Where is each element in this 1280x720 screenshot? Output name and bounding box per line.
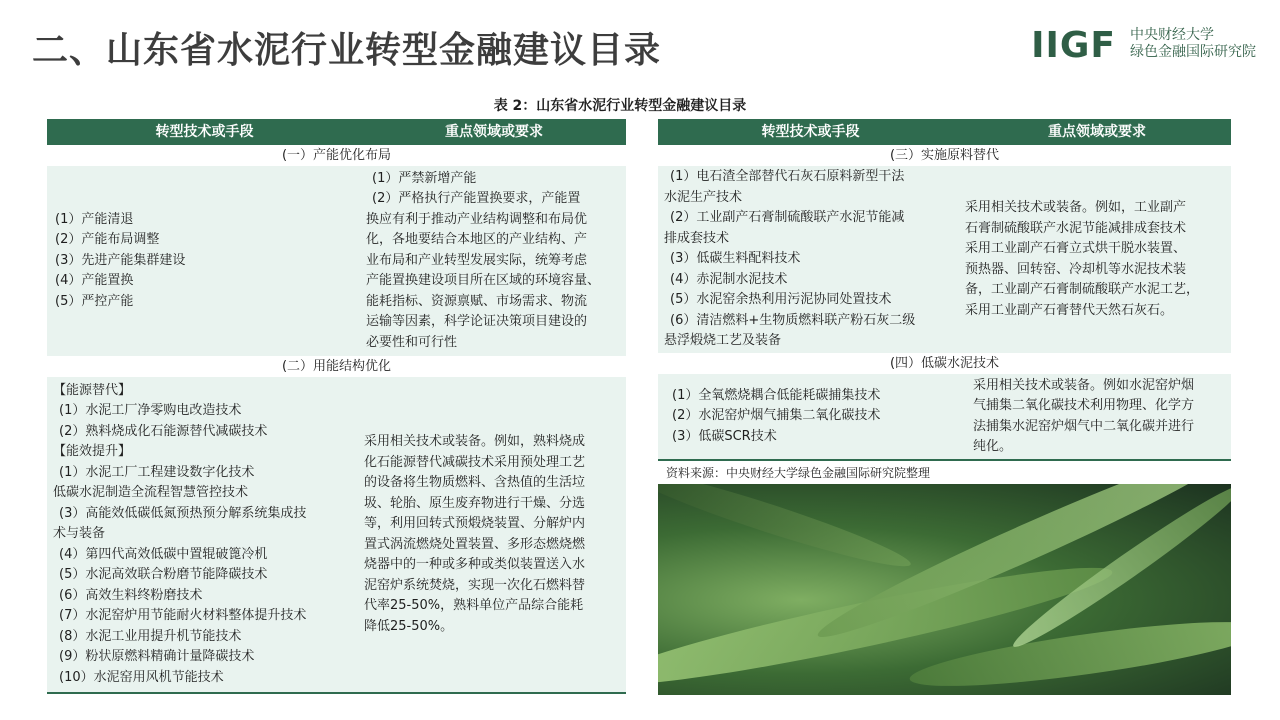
list-item: (2）工业副产石膏制硫酸联产水泥节能减 xyxy=(670,210,905,226)
text-line: 采用相关技术或装备。例如，熟料烧成 xyxy=(364,434,586,449)
list-item: 水泥生产技术 xyxy=(664,189,743,205)
text-line: 运输等因素，科学论证决策项目建设的 xyxy=(366,314,588,330)
text-line: 圾、轮胎、原生废弃物进行干燥、分选 xyxy=(364,495,586,511)
right-table xyxy=(658,119,1231,485)
list-item: (2）熟料烧成化石能源替代减碳技术 xyxy=(59,423,268,439)
list-item: (10）水泥窑用风机节能技术 xyxy=(59,669,224,685)
text-line: 采用工业副产石膏替代天然石灰石。 xyxy=(965,302,1174,318)
section2-requirements xyxy=(360,377,626,692)
list-item: (6）高效生料终粉磨技术 xyxy=(59,587,203,603)
section-label-energy: (二）用能结构优化 xyxy=(47,356,626,377)
header-col-technology: 转型技术或手段 xyxy=(761,124,860,140)
text-line: 预热器、回转窑、冷却机等水泥技术装 xyxy=(965,261,1187,277)
list-item: (1）产能清退 xyxy=(55,211,134,227)
list-item: (4）第四代高效低碳中置辊破篦冷机 xyxy=(59,546,268,562)
header-col-technology: 转型技术或手段 xyxy=(155,124,254,140)
table-header xyxy=(47,119,626,145)
logo-mark-text: IIGF xyxy=(1031,25,1116,66)
list-item: 【能效提升】 xyxy=(53,444,132,460)
text-line: 产能置换建设项目所在区域的环境容量、 xyxy=(366,273,601,289)
text-line: 采用相关技术或装备。例如水泥窑炉烟 xyxy=(973,377,1195,393)
text-line: 化石能源替代减碳技术采用预处理工艺 xyxy=(364,454,586,470)
text-line: 降低25-50%。 xyxy=(364,618,454,634)
section3-technologies xyxy=(658,166,961,353)
text-line: 石膏制硫酸联产水泥节能减排成套技术 xyxy=(965,220,1187,236)
list-item: (8）水泥工业用提升机节能技术 xyxy=(59,628,242,644)
list-item: (1）水泥工厂工程建设数字化技术 xyxy=(59,464,255,480)
section-label-low-carbon: (四）低碳水泥技术 xyxy=(658,353,1231,374)
page-title: 二、山东省水泥行业转型金融建议目录 xyxy=(32,30,662,71)
list-item: (1）电石渣全部替代石灰石原料新型干法 xyxy=(670,169,905,185)
list-item: (6）清洁燃料+生物质燃料联产粉石灰二级 xyxy=(670,312,916,328)
list-item: 术与装备 xyxy=(53,526,106,542)
iigf-logo-icon xyxy=(1031,24,1116,64)
text-line: 采用相关技术或装备。例如，工业副产 xyxy=(965,200,1187,215)
list-item: (3）先进产能集群建设 xyxy=(55,252,186,268)
list-item: (4）产能置换 xyxy=(55,273,134,289)
text-line: 法捕集水泥窑炉烟气中二氧化碳并进行 xyxy=(973,418,1195,434)
text-line: 的设备将生物质燃料、含热值的生活垃 xyxy=(364,475,586,490)
section4-requirements xyxy=(969,374,1231,459)
header-col-requirements: 重点领域或要求 xyxy=(445,124,543,140)
header-col-requirements: 重点领域或要求 xyxy=(1048,124,1146,140)
section1-requirements xyxy=(362,166,626,356)
list-item: (3）低碳生料配料技术 xyxy=(670,251,801,267)
logo xyxy=(1031,24,1256,64)
text-line: 等，利用回转式预煅烧装置、分解炉内 xyxy=(364,516,586,531)
list-item: (2）水泥窑炉烟气捕集二氧化碳技术 xyxy=(672,408,881,424)
section-label-capacity: (一）产能优化布局 xyxy=(47,145,626,166)
text-line: 代率25-50%，熟料单位产品综合能耗 xyxy=(364,598,584,613)
list-item: (5）水泥窑余热利用污泥协同处置技术 xyxy=(670,292,892,308)
logo-line-1: 中央财经大学 xyxy=(1130,27,1214,43)
section1-technologies xyxy=(47,166,362,356)
text-line: 采用工业副产石膏立式烘干脱水装置、 xyxy=(965,241,1187,256)
text-line: (2）严格执行产能置换要求，产能置 xyxy=(372,191,581,207)
logo-line-2: 绿色金融国际研究院 xyxy=(1130,44,1256,60)
list-item: 排成套技术 xyxy=(664,230,730,246)
table-row xyxy=(658,166,1231,353)
text-line: 置式涡流燃烧处置装置、多形态燃烧燃 xyxy=(364,536,586,552)
list-item: 悬浮煅烧工艺及装备 xyxy=(664,333,782,349)
text-line: 必要性和可行性 xyxy=(366,334,458,350)
list-item: (1）水泥工厂净零购电改造技术 xyxy=(59,403,242,419)
list-item: (1）全氧燃烧耦合低能耗碳捕集技术 xyxy=(672,387,881,403)
table-bottom-rule xyxy=(47,692,626,694)
section3-requirements xyxy=(961,166,1231,353)
list-item: (5）严控产能 xyxy=(55,293,134,309)
text-line: 换应有利于推动产业结构调整和布局优 xyxy=(366,211,588,227)
section4-technologies xyxy=(658,374,969,459)
left-table xyxy=(47,119,626,694)
section2-technologies xyxy=(47,377,360,692)
list-item: (3）低碳SCR技术 xyxy=(672,428,777,444)
table-row xyxy=(47,377,626,692)
list-item: (7）水泥窑炉用节能耐火材料整体提升技术 xyxy=(59,608,307,624)
text-line: 能耗指标、资源禀赋、市场需求、物流 xyxy=(366,293,588,309)
list-item: (4）赤泥制水泥技术 xyxy=(670,271,788,287)
table-caption: 表 2：山东省水泥行业转型金融建议目录 xyxy=(493,98,747,114)
text-line: 备，工业副产石膏制硫酸联产水泥工艺， xyxy=(965,282,1200,297)
text-line: 化，各地要结合本地区的产业结构、产 xyxy=(366,232,588,248)
text-line: 纯化。 xyxy=(973,439,1013,454)
text-line: 泥窑炉系统焚烧，实现一次化石燃料替 xyxy=(364,577,586,593)
list-item: (3）高能效低碳低氮预热预分解系统集成技 xyxy=(59,505,307,521)
text-line: 业布局和产业转型发展实际，统筹考虑 xyxy=(366,252,588,268)
table-header xyxy=(658,119,1231,145)
text-line: (1）严禁新增产能 xyxy=(372,170,477,186)
table-row xyxy=(658,374,1231,459)
section-label-raw-material: (三）实施原料替代 xyxy=(658,145,1231,166)
source-note: 资料来源：中央财经大学绿色金融国际研究院整理 xyxy=(658,461,1231,485)
list-item: 【能源替代】 xyxy=(53,382,132,398)
list-item: (9）粉状原燃料精确计量降碳技术 xyxy=(59,649,255,665)
list-item: (2）产能布局调整 xyxy=(55,232,160,248)
list-item: 低碳水泥制造全流程智慧管控技术 xyxy=(53,485,249,501)
text-line: 烧器中的一种或多种或类似装置送入水 xyxy=(364,557,586,572)
grass-blade xyxy=(658,484,915,578)
table-row xyxy=(47,166,626,356)
list-item: (5）水泥高效联合粉磨节能降碳技术 xyxy=(59,567,268,583)
text-line: 气捕集二氧化碳技术利用物理、化学方 xyxy=(973,398,1195,413)
grass-photo xyxy=(658,484,1231,695)
